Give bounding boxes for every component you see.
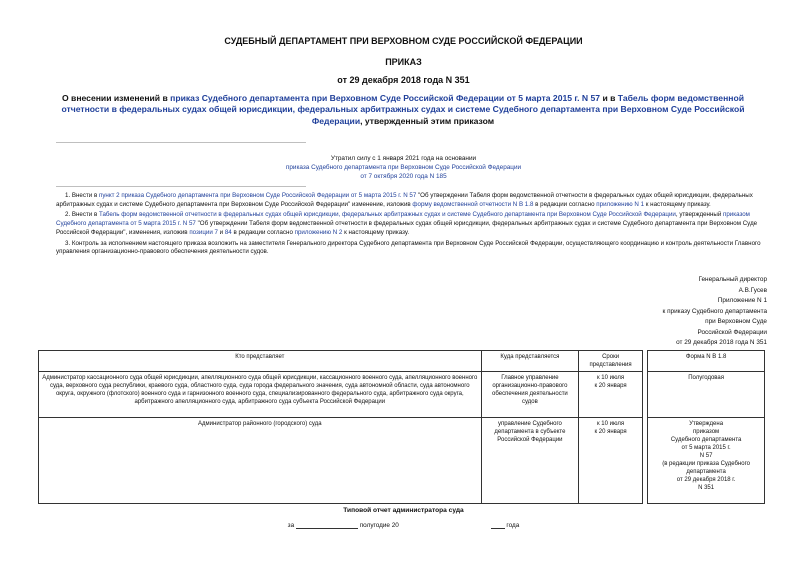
approval-dept: Судебного департамента (670, 437, 742, 443)
approval-date-1: от 5 марта 2015 г. (681, 445, 731, 451)
approval-number-2: N 351 (698, 485, 715, 491)
p1-text-c: в редакции согласно (533, 200, 597, 208)
row1-deadline (579, 372, 643, 418)
header-deadline: Сроки представления (579, 351, 643, 372)
appendix-date: от 29 декабря 2018 года N 351 (676, 339, 767, 346)
p1-link-clause[interactable]: пункт 2 приказа Судебного департамента при Верховном Суде Российской Федерации от 5 марта 2015 г. N 57 (98, 192, 417, 199)
p2-link-position-7[interactable]: позиции 7 (189, 228, 218, 236)
divider-bottom (56, 186, 306, 187)
header-form-number: Форма N В 1.8 (648, 351, 765, 372)
p1-link-appendix[interactable]: приложению N 1 (596, 200, 645, 208)
title-text-3: , утвержденный этим приказом (360, 115, 495, 126)
lost-force-link-date[interactable]: от 7 октября 2020 года N 185 (360, 173, 447, 180)
table-row (39, 418, 765, 504)
p2-link-appendix[interactable]: приложению N 2 (294, 228, 343, 236)
report-half-year-label: полугодие 20 (359, 522, 399, 529)
p2-link-order[interactable]: приказом Судебного департамента от 5 марта 2015 г. N 57 (56, 211, 750, 228)
approval-number-1: N 57 (699, 453, 713, 459)
appendix-federation: Российской Федерации (697, 328, 767, 336)
p1-text-a: 1. Внести в (65, 192, 99, 199)
title-text-1: О внесении изменений в (61, 93, 171, 103)
p1-text-b: "Об утверждении Табеля форм ведомственной отчетности в федеральных судах общей юрисдикции, федеральных арбитражных судах и системе Судебного департамента при Верховном Суде Российской Федерации" изменение, изложив (56, 192, 753, 208)
approval-label: Утверждена (689, 421, 724, 427)
p1-text-d: к настоящему приказу. (644, 200, 711, 208)
half-year-blank (296, 528, 358, 529)
p2-text-a: 2. Внести в (65, 211, 99, 219)
p2-text-f: к настоящему приказу. (342, 228, 410, 236)
row2-where: управление Судебного департамента в субъекте Российской Федерации (481, 418, 579, 504)
paragraph-2 (56, 211, 776, 237)
p2-link-table[interactable]: Табель форм ведомственной отчетности в федеральных судах общей юрисдикции, федеральных арбитражных судах и системе Судебного департамента при Верховном Суде Российской Федерации (98, 211, 676, 219)
report-form-table (38, 350, 765, 504)
table-row (39, 372, 765, 418)
header-where: Куда представляется (481, 351, 579, 372)
appendix-court: при Верховном Суде (705, 318, 767, 325)
divider-top (56, 142, 306, 143)
order-paragraphs (56, 192, 776, 259)
lost-force-link-order[interactable]: приказа Судебного департамента при Верховном Суде Российской Федерации (285, 164, 522, 171)
p2-text-c: "Об утверждении Табеля форм ведомственной отчетности в федеральных судах общей юрисдикции, федеральных арбитражных судах и системе Судебного департамента при Верховном Суде Российской Федерации", изменения, изложив (56, 220, 758, 236)
row2-deadline (579, 418, 643, 504)
approval-date-2: от 29 декабря 2018 г. (676, 477, 736, 483)
department-title: СУДЕБНЫЙ ДЕПАРТАМЕНТ ПРИ ВЕРХОВНОМ СУДЕ РОССИЙСКОЙ ФЕДЕРАЦИИ (224, 36, 583, 46)
appendix-order: к приказу Судебного департамента (662, 307, 767, 315)
document-date: от 29 декабря 2018 года N 351 (337, 75, 470, 85)
report-year-label: года (506, 522, 520, 529)
title-text-2: и в (600, 93, 618, 103)
lost-force-note (0, 154, 807, 181)
row1-where: Главное управление организационно-правового обеспечения деятельности судов (481, 372, 579, 418)
signature-block (590, 275, 767, 349)
document-type: ПРИКАЗ (385, 57, 422, 67)
row1-period: Полугодовая (648, 372, 765, 418)
row1-who: Администратор кассационного суда общей юрисдикции, апелляционного суда общей юрисдикции, кассационного военного суда, апелляционного военного суда, верховного суда республики, краевого суда, областного суда, суда города федерального значения, суда автономной области, суда автономного округа, окружного (флотского) военного суда и гарнизонного военного суда, специализированного федерального суда, арбитражного суда округа, арбитражного апелляционного суда, арбитражного суда субъекта Российской Федерации (39, 372, 482, 418)
year-blank (491, 528, 505, 529)
row2-who: Администратор районного (городского) суда (39, 418, 482, 504)
document-title (58, 93, 748, 127)
report-period-line (0, 522, 807, 529)
report-title: Типовой отчет администратора суда (343, 507, 464, 514)
header-who: Кто представляет (39, 351, 482, 372)
title-link-table[interactable]: Табель форм ведомственной отчетности в федеральных судах общей юрисдикции, федеральных арбитражных судах и системе Судебного департамента при Верховном Суде Российской Федерации (61, 93, 745, 126)
row2-deadline-july: к 10 июля (597, 421, 625, 427)
approval-edition: (в редакции приказа Судебного департамента (662, 461, 750, 475)
p1-link-form[interactable]: форму ведомственной отчетности N В 1.8 (412, 200, 534, 208)
p2-text-e: в редакции согласно (231, 228, 295, 236)
p2-text-b: , утвержденный (675, 211, 723, 219)
paragraph-1 (56, 192, 776, 209)
appendix-label: Приложение N 1 (717, 297, 767, 304)
row1-deadline-july: к 10 июля (597, 375, 625, 381)
paragraph-3: 3. Контроль за исполнением настоящего приказа возложить на заместителя Генерального директора Судебного департамента при Верховном Суде Российской Федерации, осуществляющего координацию и контроль деятельности Главного управления организационно-правового обеспечения деятельности судов. (56, 239, 761, 256)
row2-approval (648, 418, 765, 504)
signatory-name: А.В.Гусев (738, 286, 767, 294)
table-header-row (39, 351, 765, 372)
approval-by-order: приказом (693, 429, 720, 435)
p2-link-position-84[interactable]: 84 (224, 228, 232, 236)
p2-text-d: и (217, 228, 225, 236)
report-for-label: за (287, 522, 295, 529)
lost-force-text: Утратил силу с 1 января 2021 года на основании (330, 155, 477, 162)
title-link-order[interactable]: приказ Судебного департамента при Верховном Суде Российской Федерации от 5 марта 2015 г. N 57 (170, 93, 601, 103)
signatory-position: Генеральный директор (698, 276, 767, 283)
row1-deadline-january: к 20 января (594, 383, 627, 389)
row2-deadline-january: к 20 января (594, 429, 627, 435)
